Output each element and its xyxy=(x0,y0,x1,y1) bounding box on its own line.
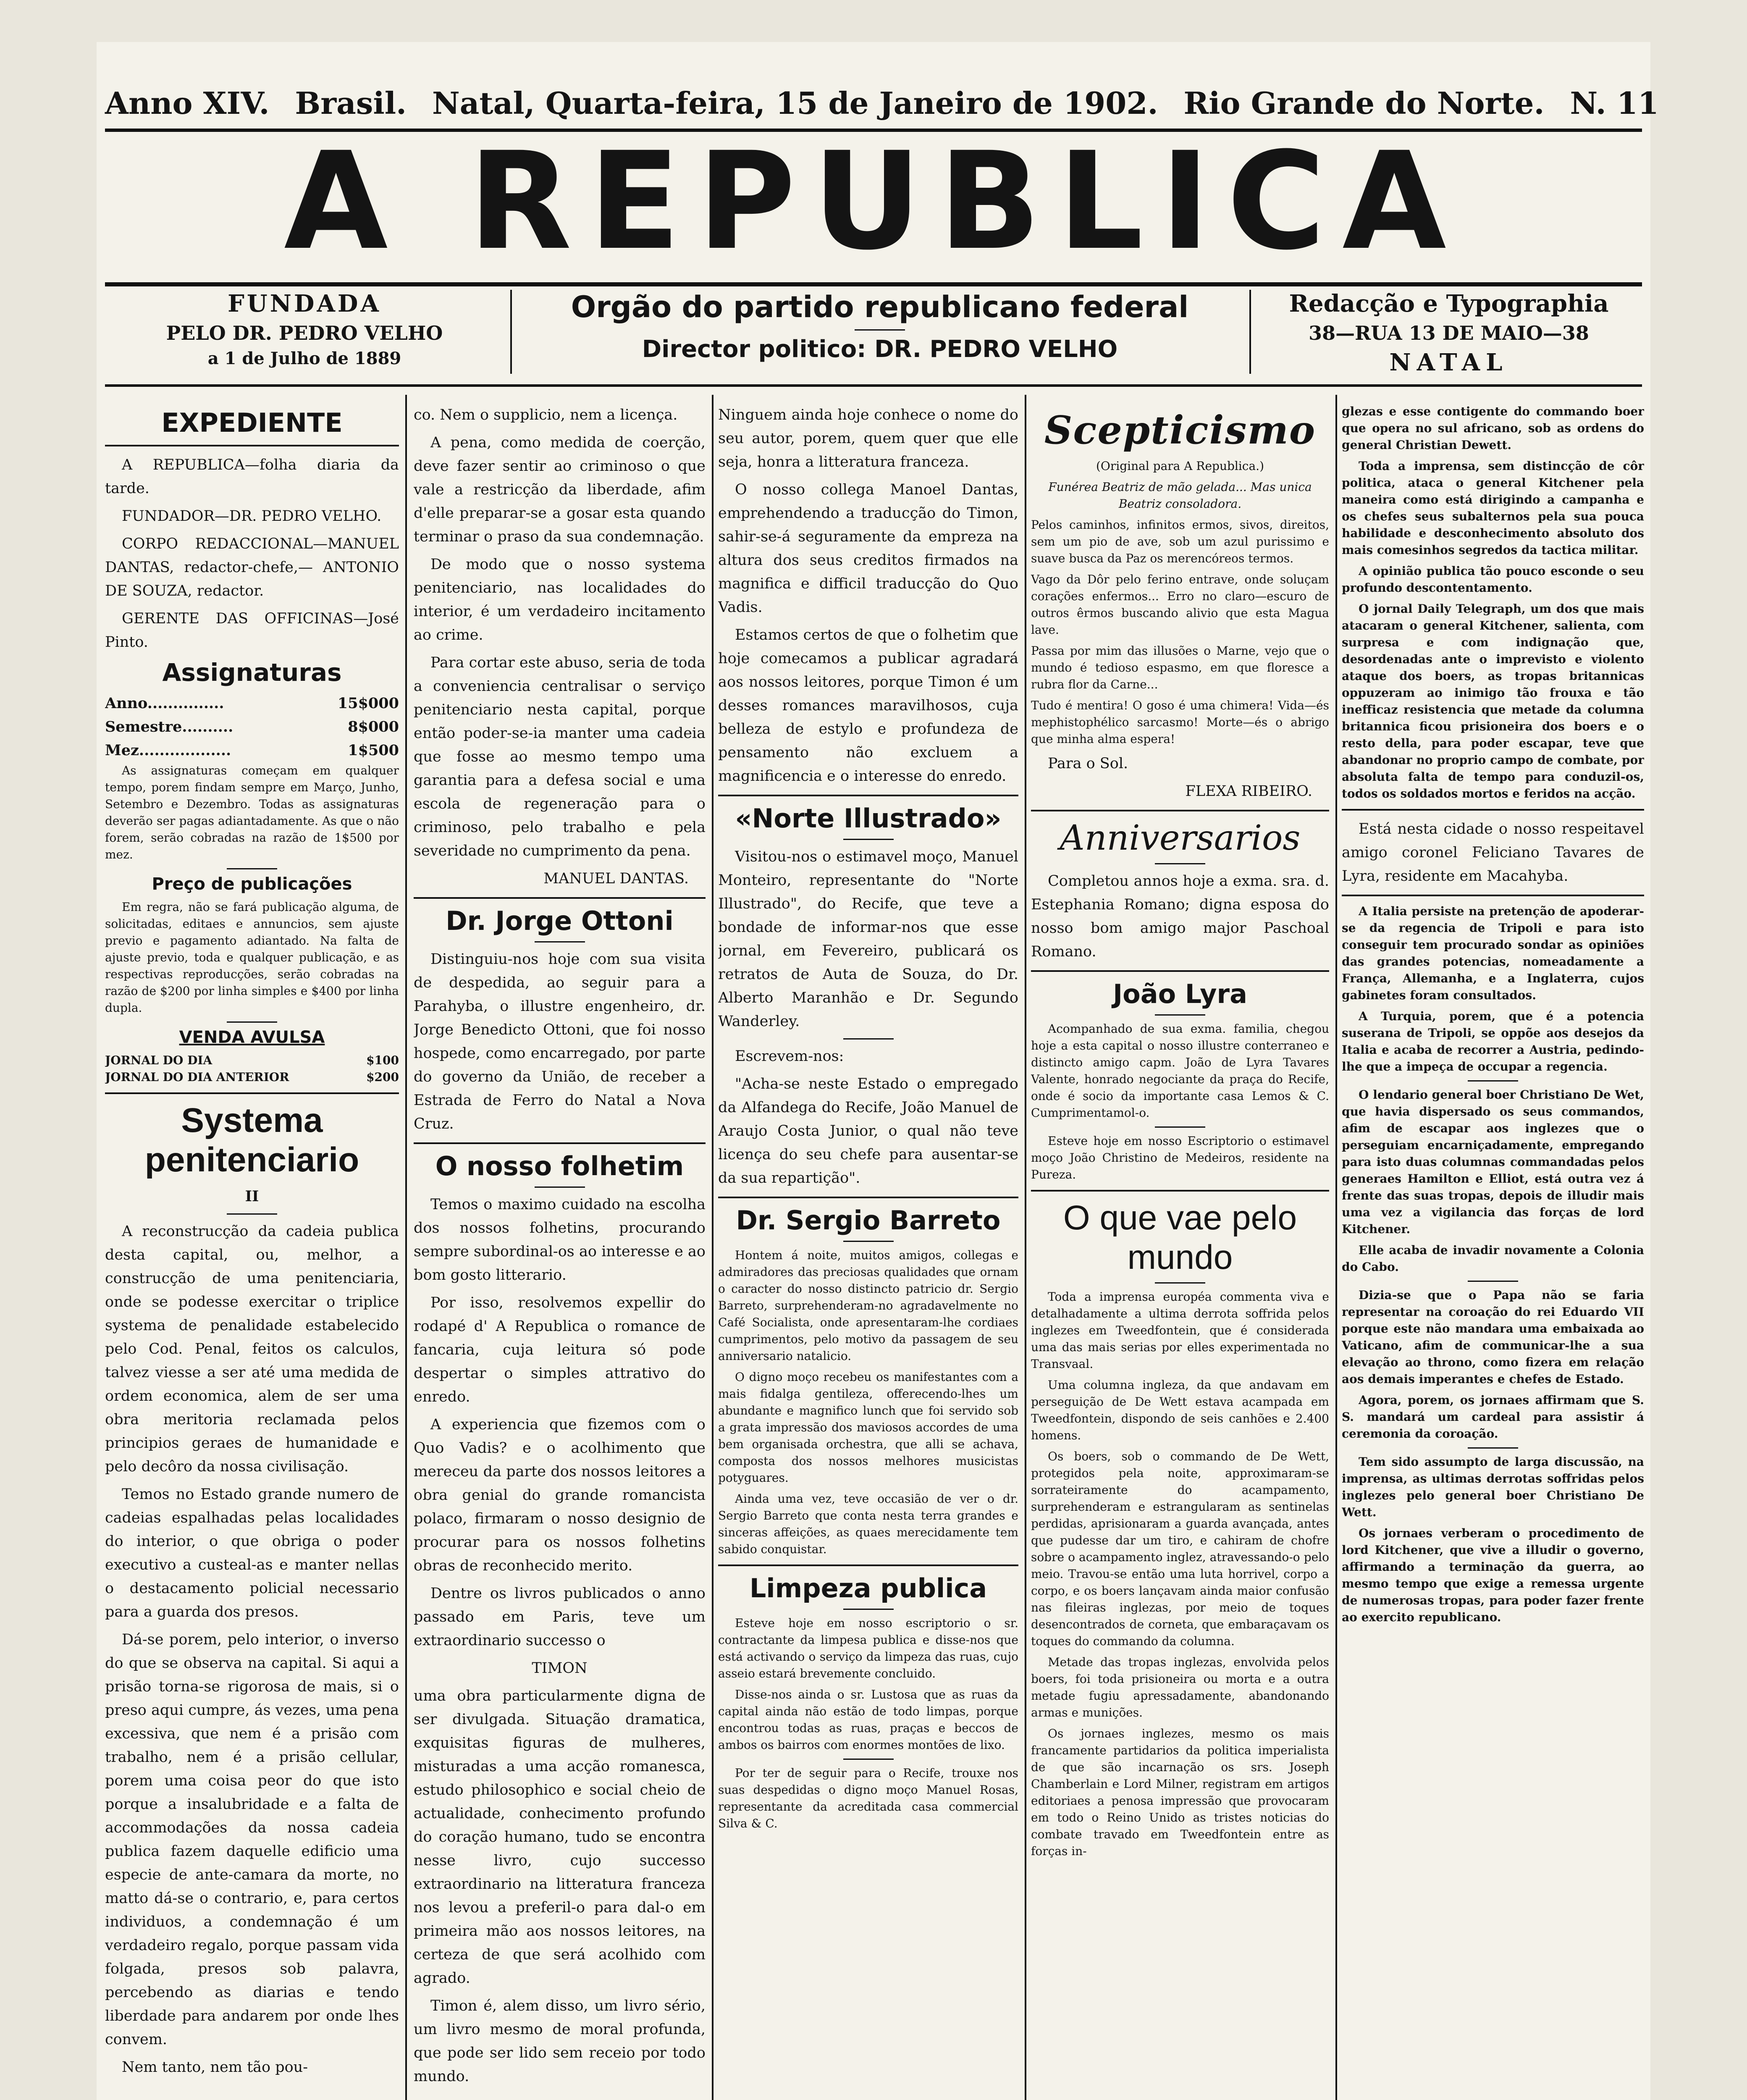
separator xyxy=(843,1241,894,1242)
separator xyxy=(535,941,585,942)
separator xyxy=(1155,1282,1205,1284)
norte-title: «Norte Illustrado» xyxy=(735,803,1002,834)
founding-date: a 1 de Julho de 1889 xyxy=(207,349,401,368)
ottoni-paragraph: Distinguiu-nos hoje com sua visita de despedida, ao seguir para a Parahyba, o illustre engenheiro, dr. Jorge Benedicto Ottoni, que foi nosso hospede, como encarregado, por parte do governo da União, de receber a Estrada de Ferro do Natal a Nova Cruz. xyxy=(414,951,706,1132)
party-organ: Orgão do partido republicano federal xyxy=(571,290,1189,324)
price-value: 1$500 xyxy=(348,742,399,759)
timon-paragraph: Timon é, alem disso, um livro sério, um livro mesmo de moral profunda, que pode ser lido sem receio por todo mundo. xyxy=(414,1998,706,2085)
signature: MANUEL DANTAS. xyxy=(543,870,689,887)
country-label: Brasil. xyxy=(295,85,407,121)
systema-title: Systema penitenciario xyxy=(144,1101,359,1179)
separator xyxy=(1155,1126,1205,1128)
separator xyxy=(535,1186,585,1188)
news-paragraph: Dizia-se que o Papa não se faria representar na coroação do rei Eduardo VII porque este não mandara uma embaixada ao Vaticano, afim de communicar-lhe a sua elevação ao throno, como fizera em relação aos demais imperantes e chefes de Estado. xyxy=(1342,1288,1644,1386)
fundada-label: FUNDADA xyxy=(228,290,381,318)
subhead-right xyxy=(1256,290,1642,382)
anniversarios-title: Anniversarios xyxy=(1060,818,1301,858)
folhetim-paragraph: Temos o maximo cuidado na escolha dos nossos folhetins, procurando sempre subordinal-os ao interesse e ao bom gosto litterario. xyxy=(414,1196,706,1284)
separator xyxy=(718,795,1018,796)
news-paragraph: Agora, porem, os jornaes affirmam que S. S. mandará um cardeal para assistir á ceremonia da coroação. xyxy=(1342,1393,1644,1441)
lyra-note: Está nesta cidade o nosso respeitavel amigo coronel Feliciano Tavares de Lyra, residente em Macahyba. xyxy=(1342,821,1644,885)
separator xyxy=(227,1213,277,1215)
lyra-title: João Lyra xyxy=(1113,979,1247,1009)
separator xyxy=(1031,1190,1329,1192)
article-paragraph: Ninguem ainda hoje conhece o nome do seu autor, porem, quem quer que elle seja, honra a litteratura franceza. xyxy=(718,407,1018,470)
subhead-center xyxy=(517,290,1243,382)
separator xyxy=(1031,810,1329,811)
city-label: NATAL xyxy=(1389,349,1508,376)
expediente-item: FUNDADOR—DR. PEDRO VELHO. xyxy=(122,508,382,525)
poem-stanza: Passa por mim das illusões o Marne, vejo que o mundo é tedioso espasmo, em que floresce a rubra flor da Carne... xyxy=(1031,644,1329,691)
mundo-title: O que vae pelo mundo xyxy=(1063,1199,1297,1276)
subhead-divider xyxy=(1249,290,1251,374)
separator xyxy=(1155,1014,1205,1016)
article-paragraph: Estamos certos de que o folhetim que hoje comecamos a publicar agradará aos nossos leitores, porque Timon é um desses romances maravilhosos, cuja belleza de estylo e profundeza de pensamento não excluem a magnificencia e o interesse do enredo. xyxy=(718,627,1018,785)
separator xyxy=(1342,895,1644,896)
address-label: 38—RUA 13 DE MAIO—38 xyxy=(1309,322,1589,344)
separator xyxy=(1468,1447,1518,1449)
news-paragraph: glezas e esse contigente do commando boer que opera no sul africano, sob as ordens do general Christian Dewett. xyxy=(1342,404,1644,452)
separator xyxy=(1468,1080,1518,1082)
mundo-paragraph: Toda a imprensa européa commenta viva e detalhadamente a ultima derrota soffrida pelos inglezes em Tweedfontein, que é considerada uma das mais serias por elles experimentada no Transvaal. xyxy=(1031,1290,1329,1371)
redaccao-label: Redacção e Typographia xyxy=(1289,290,1609,318)
limpeza-paragraph: Esteve hoje em nosso escriptorio o sr. contractante da limpesa publica e disse-nos que está activando o serviço da limpeza das ruas, cujo asseio estará brevemente concluido. xyxy=(718,1616,1018,1680)
founder-label: PELO DR. PEDRO VELHO xyxy=(166,322,443,344)
price-row xyxy=(105,1052,399,1069)
assignaturas-notes: As assignaturas começam em qualquer tempo, porem findam sempre em Março, Junho, Setembro e Dezembro. Todas as assignaturas deverão ser pagas adiantadamente. As que o não forem, serão cobradas na razão de 1$500 por mez. xyxy=(105,764,399,861)
mundo-paragraph: Metade das tropas inglezas, envolvida pelos boers, foi toda prisioneira ou morta e a outra metade fugiu apressadamente, abandonando armas e munições. xyxy=(1031,1655,1329,1719)
price-row xyxy=(105,739,399,762)
separator xyxy=(105,445,399,446)
dateline xyxy=(105,80,1659,126)
sergio-paragraph: Ainda uma vez, teve occasião de ver o dr. Sergio Barreto que conta nesta terra grandes e sinceras affeições, as quaes merecidamente tem sabido conquistar. xyxy=(718,1492,1018,1556)
rule-masthead xyxy=(105,282,1642,286)
limpeza-paragraph: Disse-nos ainda o sr. Lustosa que as ruas da capital ainda não estão de todo limpas, porque encontrou todas as ruas, praças e beccos de ambos os bairros com enormes montões de lixo. xyxy=(718,1688,1018,1752)
column-1 xyxy=(105,403,399,2100)
news-paragraph: Os jornaes verberam o procedimento de lord Kitchener, que vive a illudir o governo, affirmando a terminação da guerra, ao mesmo tempo que exige a remessa urgente de numerosas tropas, para poder fazer frente ao exercito republicano. xyxy=(1342,1526,1644,1624)
separator xyxy=(414,897,706,899)
price-row xyxy=(105,1069,399,1086)
separator xyxy=(843,1609,894,1610)
anniversarios-paragraph: Completou annos hoje a exma. sra. d. Estephania Romano; digna esposa do nosso bom amigo major Paschoal Romano. xyxy=(1031,873,1329,960)
expediente-item: A REPUBLICA—folha diaria da tarde. xyxy=(105,457,399,497)
precos-title: Preço de publicações xyxy=(152,874,352,894)
poem-stanza: Pelos caminhos, infinitos ermos, sivos, direitos, sem um pio de ave, sob um azul purissimo e suave busca da Paz os merencóreos termos. xyxy=(1031,518,1329,565)
news-paragraph: O jornal Daily Telegraph, um dos que mais atacaram o general Kitchener, salienta, com surpresa e com indignação que, desordenadas ante o imprevisto e violento ataque dos boers, as tropas britannicas oppuzeram ao inimigo tão frouxa e tão inefficaz resistencia que metade da columna britannica ficou prisioneira dos boers e o resto della, para poder escapar, teve que abandonar no proprio campo de combate, por absoluta falta de tempo para conduzil-os, todos os soldados mortos e feridos na acção. xyxy=(1342,602,1644,801)
article-paragraph: Para cortar este abuso, seria de toda a conveniencia centralisar o serviço penitenciario nesta capital, porque então poder-se-ia manter uma cadeia que fosse ao mesmo tempo uma garantia para a defesa social e uma escola de regeneração para o criminoso, pelo trabalho e pela severidade no cumprimento da pena. xyxy=(414,654,706,859)
news-paragraph: Elle acaba de invadir novamente a Colonia do Cabo. xyxy=(1342,1243,1644,1274)
poem-signature: FLEXA RIBEIRO. xyxy=(1185,783,1312,800)
poem-stanza: Tudo é mentira! O goso é uma chimera! Vida—és mephistophélico sarcasmo! Morte—és o abrigo que minha alma espera! xyxy=(1031,698,1329,746)
place-date: Natal, Quarta-feira, 15 de Janeiro de 1902. xyxy=(432,85,1158,121)
price-row xyxy=(105,692,399,715)
price-value: $200 xyxy=(366,1070,399,1084)
column-divider xyxy=(405,395,407,2100)
folhetim-title: O nosso folhetim xyxy=(435,1151,684,1181)
separator xyxy=(227,868,277,869)
price-label: Mez.................. xyxy=(105,742,231,759)
systema-paragraph: Nem tanto, nem tão pou- xyxy=(122,2059,308,2076)
separator xyxy=(1468,1281,1518,1282)
separator xyxy=(414,1142,706,1144)
lyra-paragraph: Esteve hoje em nosso Escriptorio o estimavel moço João Christino de Medeiros, residente na Pureza. xyxy=(1031,1134,1329,1181)
column-3 xyxy=(718,403,1018,2100)
separator xyxy=(843,839,894,840)
subhead-left xyxy=(105,290,504,382)
limpeza-title: Limpeza publica xyxy=(749,1573,987,1604)
separator xyxy=(1342,809,1644,811)
state-label: Rio Grande do Norte. xyxy=(1183,85,1545,121)
poem-stanza: Vago da Dôr pelo ferino entrave, onde soluçam corações enfermos... Erro no claro—escuro de outros êrmos buscando alivio que esta Magua lave. xyxy=(1031,572,1329,637)
mundo-paragraph: Os boers, sob o commando de De Wett, protegidos pela noite, approximaram-se sorrateiramente do acampamento, surprehenderam e estrangularam as sentinelas perdidas, aprisionaram a guarda avançada, antes que pudesse dar um tiro, e cahiram de chofre sobre o acampamento inglez, atravessando-o pelo meio. Travou-se então uma luta horrivel, corpo a corpo, e os boers lançavam ainda maior confusão nas fileiras inglezas, por meio de toques desencontrados de corneta, que embaraçavam os toques do commando da columna. xyxy=(1031,1449,1329,1648)
price-label: JORNAL DO DIA xyxy=(105,1053,212,1067)
systema-part-number: II xyxy=(245,1188,259,1205)
article-paragraph: co. Nem o supplicio, nem a licença. xyxy=(414,407,678,423)
column-2 xyxy=(414,403,706,2100)
news-paragraph: Tem sido assumpto de larga discussão, na imprensa, as ultimas derrotas soffridas pelos inglezes pelo general boer Christiano De Wett. xyxy=(1342,1455,1644,1519)
column-5 xyxy=(1342,403,1644,2100)
systema-paragraph: Dá-se porem, pelo interior, o inverso do que se observa na capital. Si aqui a prisão torna-se rigorosa de mais, si o preso aqui cumpre, ás vezes, uma pena excessiva, que nem é a prisão com trabalho, nem é a prisão cellular, porem uma coisa peor do que isto porque a insalubridade e a falta de accommodações da nossa cadeia publica fazem daquelle edificio uma especie de ante-camara da morte, no matto dá-se o contrario, e, para certos individuos, a condemnação é um verdadeiro regalo, porque passam vida folgada, presos sob palavra, percebendo as diarias e tendo liberdade para andarem por onde lhes convem. xyxy=(105,1631,399,2048)
separator xyxy=(718,1197,1018,1198)
limpeza-paragraph: Por ter de seguir para o Recife, trouxe nos suas despedidas o digno moço Manuel Rosas, representante da acreditada casa commercial Silva & C. xyxy=(718,1766,1018,1830)
news-paragraph: A opinião publica tão pouco esconde o seu profundo descontentamento. xyxy=(1342,564,1644,595)
folhetim-paragraph: Por isso, resolvemos expellir do rodapé d' A Republica o romance de fancaria, cuja leitura só pode despertar o simples attrativo do enredo. xyxy=(414,1294,706,1405)
price-row xyxy=(105,715,399,739)
timon-paragraph: uma obra particularmente digna de ser divulgada. Situação dramatica, exquisitas figuras de mulheres, misturadas a uma acção romanesca, estudo philosophico e social cheio de actualidade, conhecimento profundo do coração humano, tudo se encontra nesse livro, cujo successo extraordinario na litteratura franceza nos levou a preferil-o para dal-o em primeira mão aos nossos leitores, na certeza de que será acolhido com agrado. xyxy=(414,1688,706,1987)
article-paragraph: A pena, como medida de coerção, deve fazer sentir ao criminoso o que vale a restricção da liberdade, afim d'elle preparar-se a gosar esta quando terminar o praso da sua condemnação. xyxy=(414,434,706,545)
sergio-title: Dr. Sergio Barreto xyxy=(736,1205,1001,1236)
news-paragraph: Toda a imprensa, sem distincção de côr politica, ataca o general Kitchener pela maneira como está dirigindo a campanha e os chefes seus subalternos pela sua pouca habilidade e desconhecimento absoluto dos mais comesinhos segredos da tactica militar. xyxy=(1342,459,1644,557)
issue-number: N. 11 xyxy=(1570,85,1659,121)
lyra-paragraph: Acompanhado de sua exma. familia, chegou hoje a esta capital o nosso illustre conterraneo e distincto amigo capm. João de Lyra Tavares Valente, honrado negociante da praça do Recife, onde é socio da importante casa Lemos & C. Cumprimentamol-o. xyxy=(1031,1022,1329,1120)
separator xyxy=(227,1021,277,1023)
norte-paragraph: Escrevem-nos: xyxy=(735,1048,844,1065)
separator xyxy=(843,1759,894,1760)
news-paragraph: A Turquia, porem, que é a potencia suserana de Tripoli, se oppõe aos desejos da Italia e acaba de recorrer a Austria, pedindo-lhe que a impeça de occupar a regencia. xyxy=(1342,1009,1644,1074)
separator xyxy=(105,1092,399,1094)
rule-subhead xyxy=(105,384,1642,387)
subhead-divider xyxy=(510,290,512,374)
separator xyxy=(1155,863,1205,864)
assignaturas-title: Assignaturas xyxy=(162,658,342,687)
column-divider xyxy=(1335,395,1337,2100)
ornament-divider xyxy=(855,329,905,331)
news-paragraph: O lendario general boer Christiano De Wet, que havia dispersado os seus commandos, afim de escapar aos inglezes que o perseguiam encarniçadamente, empregando para isto duas columnas commandadas pelos generaes Hamilton e Elliot, está outra vez á frente das suas tropas, depois de illudir mais uma vez a vigilancia das forças de lord Kitchener. xyxy=(1342,1088,1644,1236)
folhetim-paragraph: Dentre os livros publicados o anno passado em Paris, teve um extraordinario successo o xyxy=(414,1585,706,1649)
sergio-paragraph: O digno moço recebeu os manifestantes com a mais fidalga gentileza, offerecendo-lhes um abundante e magnifico lunch que foi servido sob a grata impressão dos maviosos accordes de uma bem organisada orchestra, que alli se achava, composta dos nossos melhores musicistas potyguares. xyxy=(718,1370,1018,1485)
expediente-title: EXPEDIENTE xyxy=(161,407,343,438)
poem-dedication: Para o Sol. xyxy=(1048,755,1128,772)
price-label: Semestre.......... xyxy=(105,718,233,735)
scepticismo-subtitle: (Original para A Republica.) xyxy=(1096,459,1264,473)
separator xyxy=(843,1038,894,1040)
news-paragraph: A Italia persiste na pretenção de apoderar-se da regencia de Tripoli e para isto conseguir tem procurado sondar as opiniões das grandes potencias, nomeadamente a França, Allemanha, e a Inglaterra, cujos gabinetes foram consultados. xyxy=(1342,904,1644,1002)
expediente-item: CORPO REDACCIONAL—MANUEL DANTAS, redactor-chefe,— ANTONIO DE SOUZA, redactor. xyxy=(105,536,399,599)
scepticismo-title: Scepticismo xyxy=(1044,407,1316,453)
norte-paragraph: "Acha-se neste Estado o empregado da Alfandega do Recife, João Manuel de Araujo Costa Junior, o qual não teve licença do seu chefe para ausentar-se da sua repartição". xyxy=(718,1076,1018,1186)
column-4 xyxy=(1031,403,1329,2100)
systema-paragraph: A reconstrucção da cadeia publica desta capital, ou, melhor, a construcção de uma penitenciaria, onde se podesse exercitar o triplice systema de penalidade estabelecido pelo Cod. Penal, feitos os calculos, talvez viesse a ser até uma medida de ordem economica, alem de ser uma obra meritoria reclamada pelos principios geraes de humanidade e pelo decôro da nossa civilisação. xyxy=(105,1223,399,1475)
scepticismo-epigraph: Funérea Beatriz de mão gelada... Mas unica Beatriz consoladora. xyxy=(1048,480,1312,511)
norte-paragraph: Visitou-nos o estimavel moço, Manuel Monteiro, representante do "Norte Illustrado", do Recife, que teve a bondade de informar-nos que esse jornal, em Fevereiro, publicará os retratos de Auta de Souza, do Dr. Alberto Maranhão e Dr. Segundo Wanderley. xyxy=(718,848,1018,1030)
director-line: Director politico: DR. PEDRO VELHO xyxy=(642,336,1118,363)
timon-label: TIMON xyxy=(532,1660,588,1677)
ottoni-title: Dr. Jorge Ottoni xyxy=(446,906,674,936)
mundo-paragraph: Os jornaes inglezes, mesmo os mais francamente partidarios da politica imperialista de que são incarnação os srs. Joseph Chamberlain e Lord Milner, registram em artigos editoriaes a penosa impressão que provocaram em todo o Reino Unido as tristes noticias do combate travado em Tweedfontein entre as forças in- xyxy=(1031,1727,1329,1858)
separator xyxy=(718,1564,1018,1566)
folhetim-paragraph: A experiencia que fizemos com o Quo Vadis? e o acolhimento que mereceu da parte dos nossos leitores a obra genial do grande romancista polaco, firmaram o nosso designio de procurar para os nossos folhetins obras de reconhecido merito. xyxy=(414,1416,706,1574)
separator xyxy=(1031,970,1329,972)
systema-paragraph: Temos no Estado grande numero de cadeias espalhadas pelas localidades do interior, o que obriga o poder executivo a custeal-as e manter nellas o destacamento policial necessario para a guarda dos presos. xyxy=(105,1486,399,1620)
column-divider xyxy=(1025,395,1026,2100)
price-value: $100 xyxy=(366,1053,399,1067)
anno-label: Anno XIV. xyxy=(105,85,270,121)
price-value: 8$000 xyxy=(348,718,399,735)
article-paragraph: O nosso collega Manoel Dantas, emprehendendo a traducção do Timon, sahir-se-á seguramente da empreza na altura dos seus creditos firmados na magnifica e difficil traducção do Quo Vadis. xyxy=(718,481,1018,616)
mundo-paragraph: Uma columna ingleza, da que andavam em perseguição de De Wett estava acampada em Tweedfontein, dispondo de seis canhões e 2.400 homens. xyxy=(1031,1378,1329,1442)
price-label: Anno............... xyxy=(105,695,224,712)
venda-title: VENDA AVULSA xyxy=(179,1028,325,1047)
article-paragraph: De modo que o nosso systema penitenciario, nas localidades do interior, é um verdadeiro incitamento ao crime. xyxy=(414,556,706,643)
price-value: 15$000 xyxy=(337,695,399,712)
column-divider xyxy=(712,395,713,2100)
sergio-paragraph: Hontem á noite, muitos amigos, collegas e admiradores das preciosas qualidades que ornam o caracter do nosso distincto patricio dr. Sergio Barreto, surprehenderam-no agradavelmente no Café Socialista, onde apresentaram-lhe cordiaes cumprimentos, pelo motivo da passagem de seu anniversario natalicio. xyxy=(718,1248,1018,1363)
price-label: JORNAL DO DIA ANTERIOR xyxy=(105,1070,289,1084)
precos-text: Em regra, não se fará publicação alguma, de solicitadas, editaes e annuncios, sem ajuste previo e pagamento adiantado. Na falta de ajuste previo, toda e qualquer publicação, e as respectivas reproducções, serão cobradas na razão de $200 por linha simples e $400 por linha dupla. xyxy=(105,900,399,1015)
masthead: A REPUBLICA xyxy=(284,123,1463,280)
expediente-item: GERENTE DAS OFFICINAS—José Pinto. xyxy=(105,610,399,651)
